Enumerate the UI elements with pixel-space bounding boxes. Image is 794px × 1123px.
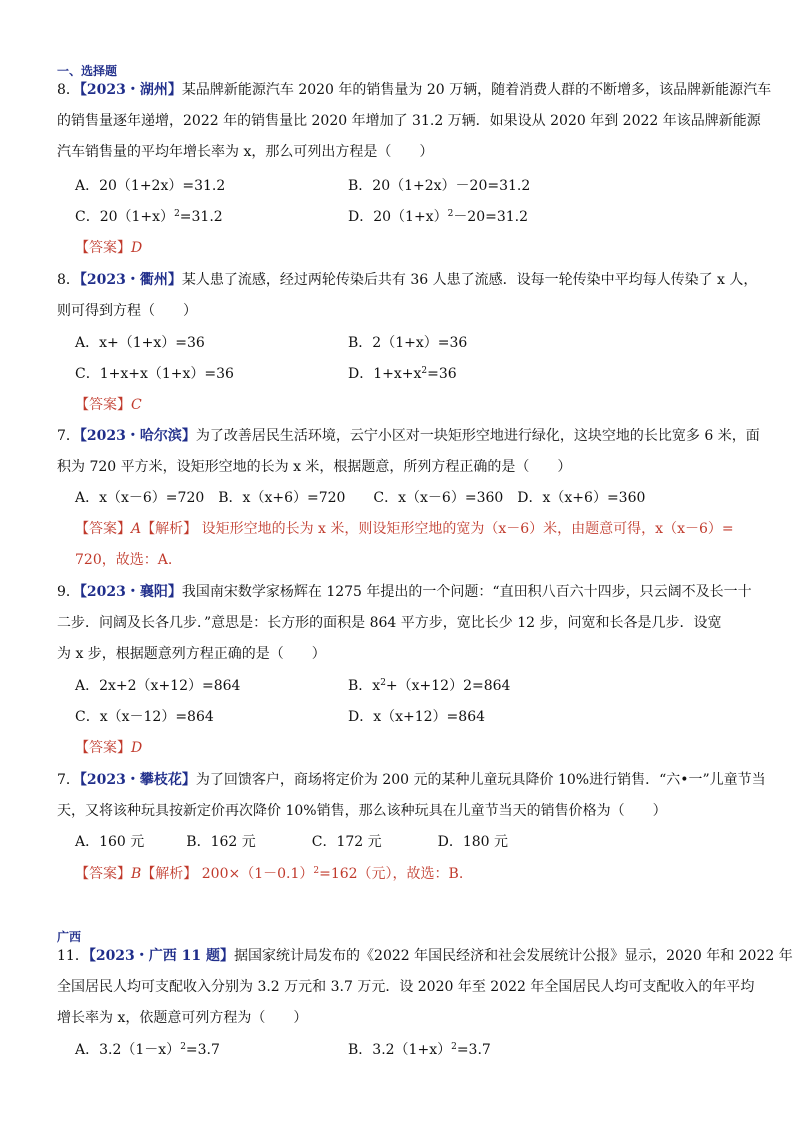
question-5-line-1: 7．【2023・攀枝花】为了回馈客户，商场将定价为 200 元的某种儿童玩具降价 10%进行销售．“六•一”儿童节当: [57, 772, 766, 788]
question-source: 【2023・襄阳】: [79, 584, 182, 600]
option-c: C．$20(1+x)^2=31.2$: [75, 209, 223, 225]
question-6-line-1: 11．【2023・广西 11 题】据国家统计局发布的《2022 年国民经济和社会发展统计公报》显示，2020 年和 2022 年: [57, 948, 793, 964]
option-c: C．1+x+x（1+x）=36: [75, 366, 234, 382]
question-number: 9．: [57, 584, 80, 600]
option-a: A．x+（1+x）=36: [75, 335, 205, 351]
question-5-answer: 【答案】B【解析】 $200\times(1-0.1)^2=162$（元），故选：B.: [75, 866, 464, 882]
question-3-options: A．x（x－6）=720 B．x（x+6）=720 C．x（x－6）=360 D．x（x+6）=360: [75, 490, 646, 506]
question-3-line-1: 7．【2023・哈尔滨】为了改善居民生活环境，云宁小区对一块矩形空地进行绿化，这块空地的长比宽多 6 米，面: [57, 428, 760, 444]
question-6-line-2: 全国居民人均可支配收入分别为 3.2 万元和 3.7 万元．设 2020 年至 2022 年全国居民人均可支配收入的年平均: [57, 979, 755, 995]
analysis-text: 设矩形空地的长为 x 米，则设矩形空地的宽为（x－6）米，由题意可得，x（x－6）=: [201, 521, 734, 537]
option-b: B．$3.2(1+x)^2=3.7$: [348, 1042, 491, 1058]
question-number: 11．: [57, 948, 89, 964]
question-number: 7．: [57, 772, 80, 788]
question-4-line-2: 二步．问阔及长各几步．”意思是：长方形的面积是 864 平方步，宽比长少 12 步，问宽和长各是几步．设宽: [57, 615, 722, 631]
question-1-line-1: 8．【2023・湖州】某品牌新能源汽车 2020 年的销售量为 20 万辆，随着消费人群的不断增多，该品牌新能源汽车: [57, 82, 772, 98]
question-source: 【2023・哈尔滨】: [79, 428, 196, 444]
question-4-line-3: 为 x 步，根据题意列方程正确的是（ ）: [57, 646, 326, 662]
question-4-answer: 【答案】D: [75, 740, 143, 756]
question-source: 【2023・衢州】: [79, 272, 182, 288]
option-c: C．x（x－12）=864: [75, 709, 214, 725]
question-2-line-1: 8．【2023・衢州】某人患了流感，经过两轮传染后共有 36 人患了流感．设每一轮传染中平均每人传染了 x 人，: [57, 272, 758, 288]
option-d: D．$1+x+x^2=36$: [348, 366, 457, 382]
question-5-options: A．160 元 B．162 元 C．172 元 D．180 元: [75, 834, 509, 850]
option-d: D．$20(1+x)^2-20=31.2$: [348, 209, 529, 225]
question-1-line-2: 的销售量逐年递增，2022 年的销售量比 2020 年增加了 31.2 万辆．如果设从 2020 年到 2022 年该品牌新能源: [57, 113, 761, 129]
question-3-line-2: 积为 720 平方米，设矩形空地的长为 x 米，根据题意，所列方程正确的是（ ）: [57, 459, 572, 475]
question-2-line-2: 则可得到方程（ ）: [57, 303, 197, 319]
question-source: 【2023・广西 11 题】: [88, 948, 235, 964]
question-2-answer: 【答案】C: [75, 397, 142, 413]
question-6-line-3: 增长率为 x，依题意可列方程为（ ）: [57, 1010, 308, 1026]
question-3-answer: 【答案】A【解析】 设矩形空地的长为 x 米，则设矩形空地的宽为（x－6）米，由题意可得，x（x－6）=: [75, 521, 734, 537]
question-source: 【2023・湖州】: [79, 82, 182, 98]
option-a: A．2x+2（x+12）=864: [75, 678, 241, 694]
question-number: 8．: [57, 82, 80, 98]
question-number: 7．: [57, 428, 80, 444]
option-a: A．$3.2(1-x)^2=3.7$: [75, 1042, 220, 1058]
option-b: B．2（1+x）=36: [348, 335, 468, 351]
question-5-line-2: 天，又将该种玩具按新定价再次降价 10%销售，那么该种玩具在儿童节当天的销售价格为（ ）: [57, 803, 667, 819]
question-4-line-1: 9．【2023・襄阳】我国南宋数学家杨辉在 1275 年提出的一个问题：“直田积八百六十四步，只云阔不及长一十: [57, 584, 752, 600]
option-d: D．x（x+12）=864: [348, 709, 486, 725]
region-heading: 广西: [57, 930, 82, 944]
analysis-text: $200\times(1-0.1)^2=162$（元），故选：B.: [201, 866, 464, 882]
question-1-answer: 【答案】D: [75, 240, 143, 256]
option-b: B．20（1+2x）－20=31.2: [348, 178, 531, 194]
question-source: 【2023・攀枝花】: [79, 772, 196, 788]
question-number: 8．: [57, 272, 80, 288]
option-a: A．20（1+2x）=31.2: [75, 178, 226, 194]
question-3-analysis-cont: 720，故选：A.: [75, 552, 173, 568]
question-1-line-3: 汽车销售量的平均年增长率为 x，那么可列出方程是（ ）: [57, 144, 434, 160]
option-b: B．$x^2+(x+12)2=864$: [348, 678, 511, 694]
section-title: 一、选择题: [57, 64, 118, 78]
